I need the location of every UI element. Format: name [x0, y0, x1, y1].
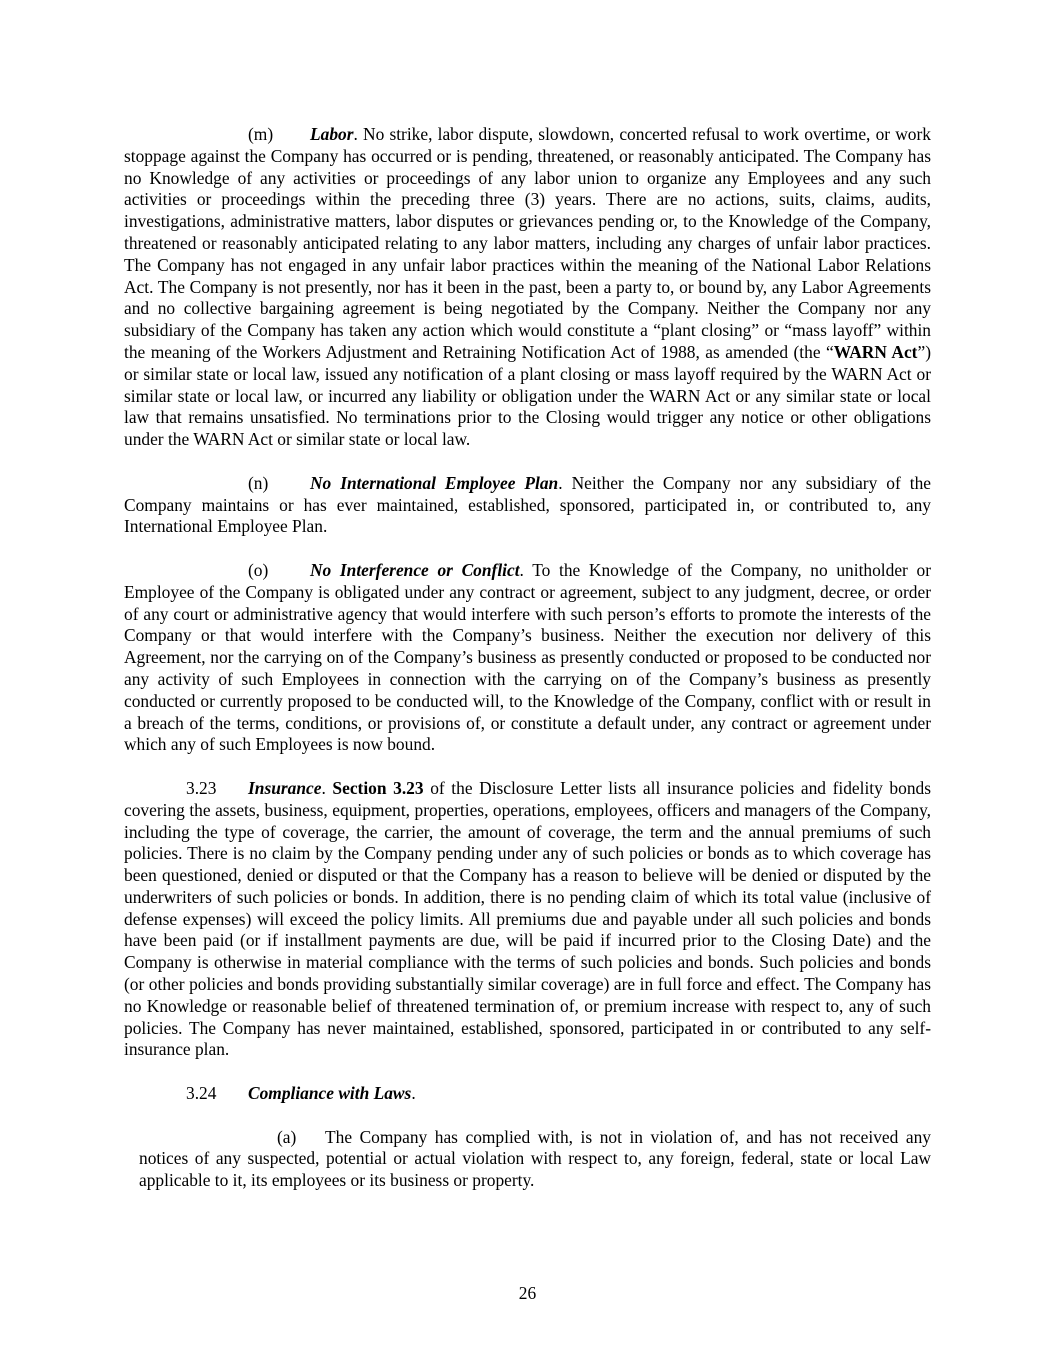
paragraph-a-compliance: [139, 1127, 931, 1192]
paragraph-label: (o): [248, 559, 269, 580]
heading-period: .: [411, 1083, 416, 1104]
section-number: 3.24: [186, 1083, 217, 1104]
paragraph-label: (n): [248, 472, 269, 493]
paragraph-label: (a): [277, 1126, 297, 1147]
paragraph-text: The Company has complied with, is not in violation of, and has not received any notices of any suspected, potential or actual violation with respect to, any foreign, federal, state or local Law applicable to it, its employees or its business or property.: [139, 1126, 931, 1191]
section-heading: Compliance with Laws: [248, 1083, 412, 1104]
paragraph-label: (m): [248, 124, 274, 144]
paragraph-n-international-plan: [124, 473, 931, 538]
paragraph-heading: No International Employee Plan: [310, 472, 559, 493]
separator: .: [321, 777, 333, 798]
paragraph-text: . To the Knowledge of the Company, no unitholder or Employee of the Company is obligated under any contract or agreement, subject to any judgment, decree, or order of any court or administrative agency that would interfere with such person’s efforts to promote the interests of the Company or that would interfere with the Company’s business. Neither the execution nor delivery of this Agreement, nor the carrying on of the Company’s business as presently conducted or proposed to be conducted nor any activity of such Employees in connection with the carrying on of the Company’s business as presently conducted or currently proposed to be conducted will, to the Knowledge of the Company, conflict with or result in a breach of the terms, conditions, or provisions of, or constitute a default under, any contract or agreement under which any of such Employees is now bound.: [124, 559, 931, 755]
paragraph-text: . Neither the Company nor any subsidiary of the Company maintains or has ever maintained, established, sponsored, participated in, or contributed to, any International Employee Plan.: [124, 472, 931, 537]
page-number: 26: [518, 1283, 537, 1303]
paragraph-heading: Labor: [310, 124, 354, 144]
paragraph-m-labor: [124, 124, 931, 451]
section-3-23-insurance: [124, 778, 931, 1061]
paragraph-heading: No Interference or Conflict: [310, 559, 520, 580]
document-page: [124, 124, 931, 1192]
defined-term: WARN Act: [833, 341, 918, 362]
section-text: of the Disclosure Letter lists all insurance policies and fidelity bonds covering the assets, business, equipment, properties, operations, employees, officers and managers of the Company, including the type of coverage, the carrier, the amount of coverage, the term and the annual premiums of such policies. There is no claim by the Company pending under any of such policies or bonds as to which coverage has been questioned, denied or disputed or that the Company has a reason to believe will be denied or disputed by the underwriters of such policies or bonds. In addition, there is no pending claim of which its total value (inclusive of defense expenses) will exceed the policy limits. All premiums due and payable under all such policies and bonds have been paid (or if installment payments are due, will be paid if incurred prior to the Closing Date) and the Company is otherwise in material compliance with the terms of such policies and bonds. Such policies and bonds (or other policies and bonds providing substantially similar coverage) are in full force and effect. The Company has no Knowledge or reasonable belief of threatened termination of, or premium increase with respect to, any of such policies. The Company has never maintained, established, sponsored, participated in or contributed to any self-insurance plan.: [124, 777, 931, 1060]
paragraph-text: . No strike, labor dispute, slowdown, concerted refusal to work overtime, or work stoppage against the Company has occurred or is pending, threatened, or reasonably anticipated. The Company has no Knowledge of any activities or proceedings of any labor union to organize any Employees and any such activities or proceedings within the preceding three (3) years. There are no actions, suits, claims, audits, investigations, administrative matters, labor disputes or grievances pending or, to the Knowledge of the Company, threatened or reasonably anticipated relating to any labor matters, including any charges of unfair labor practices. The Company has not engaged in any unfair labor practices within the meaning of the National Labor Relations Act. The Company is not presently, nor has it been in the past, been a party to, or bound by, any Labor Agreements and no collective bargaining agreement is being negotiated by the Company. Neither the Company nor any subsidiary of the Company has taken any action which would constitute a “plant closing” or “mass layoff” within the meaning of the Workers Adjustment and Retraining Notification Act of 1988, as amended (the “: [124, 124, 931, 362]
paragraph-o-interference: [124, 560, 931, 756]
section-heading: Insurance: [248, 777, 322, 798]
section-reference: Section 3.23: [332, 777, 424, 798]
section-3-24-compliance: [124, 1083, 931, 1105]
paragraph-text: ”) or similar state or local law, issued any notification of a plant closing or mass layoff required by the WARN Act or similar state or local law, or incurred any liability or obligation under the WARN Act or any similar state or local law that remains unsatisfied. No terminations prior to the Closing would trigger any notice or other obligations under the WARN Act or similar state or local law.: [124, 341, 931, 450]
section-number: 3.23: [186, 777, 217, 798]
